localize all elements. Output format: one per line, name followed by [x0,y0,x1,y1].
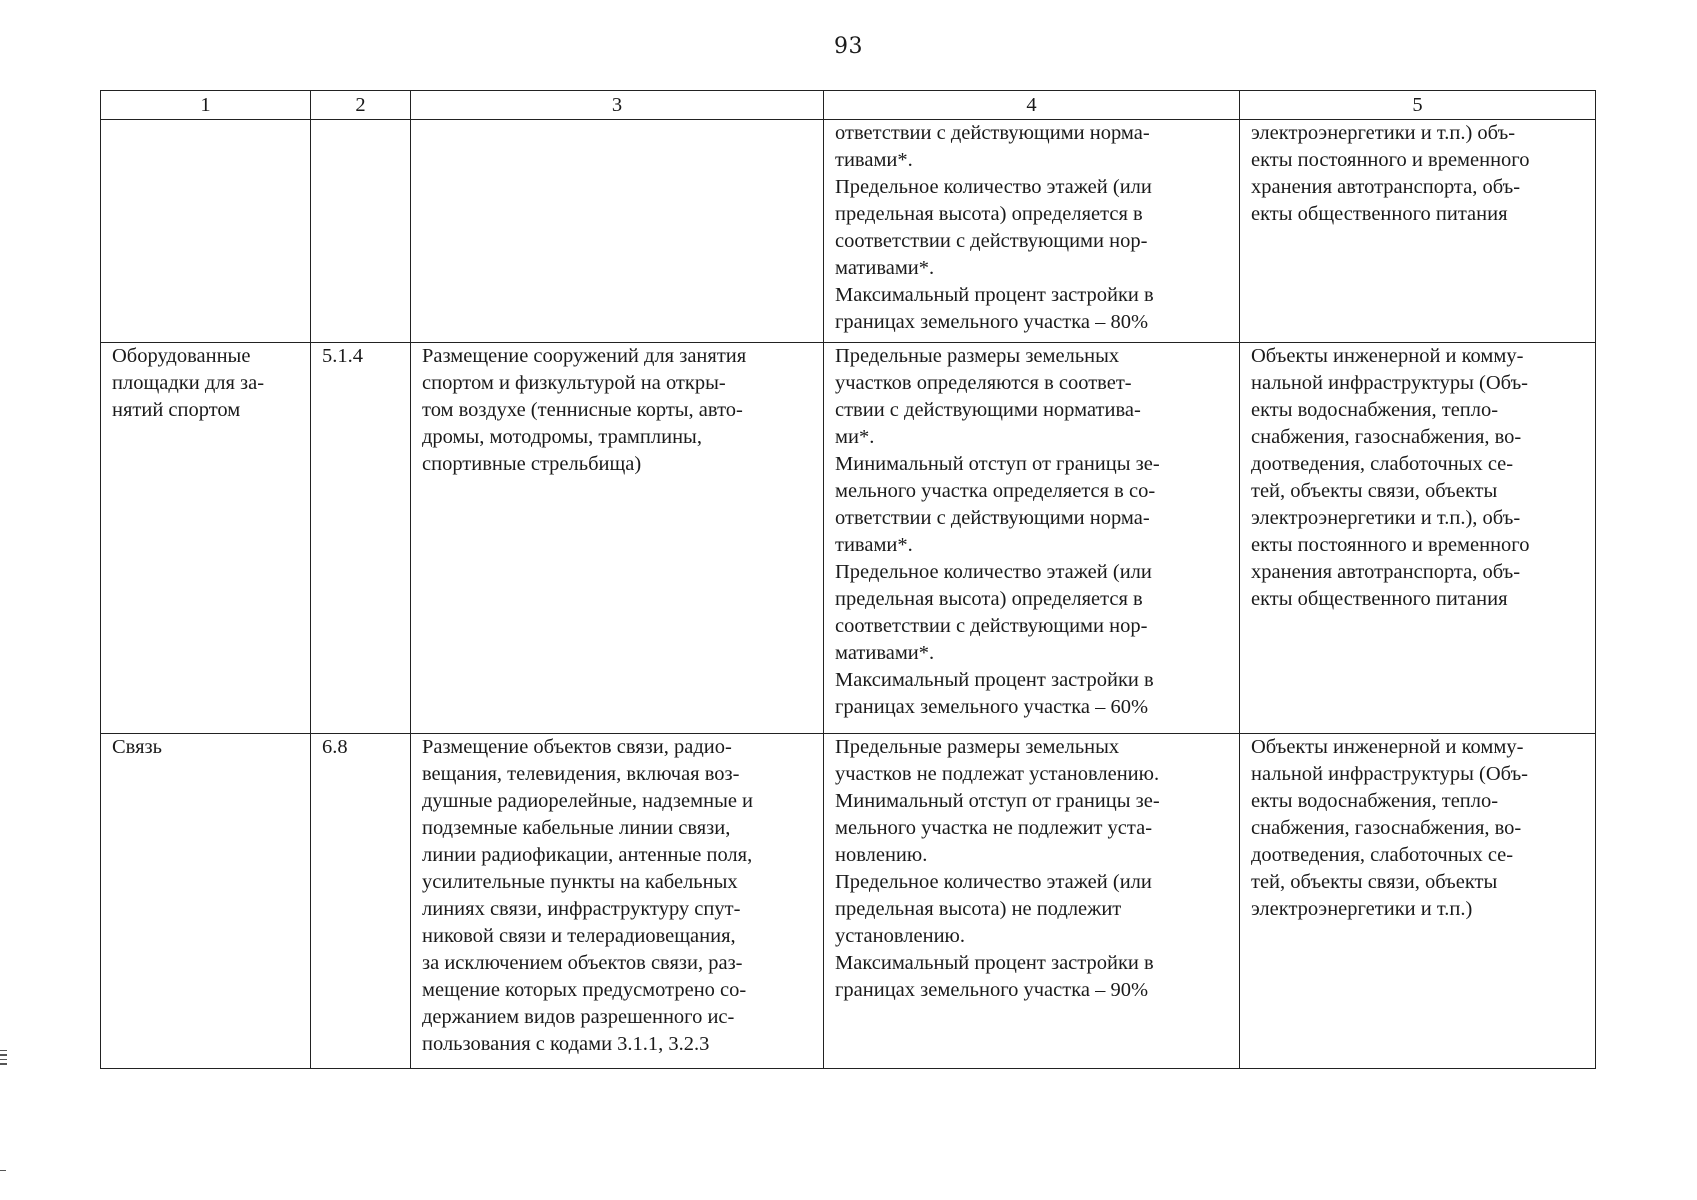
column-header-3: 3 [411,91,824,120]
auxiliary-uses-cell [1240,734,1596,1069]
use-name-cell [101,343,311,734]
auxiliary-uses: электроэнергетики и т.п.) объ- екты постоянного и временного хранения автотранспорта, объ- екты общественного питания [1251,122,1530,225]
use-parameters: Предельные размеры земельных участков определяются в соответ- ствии с действующими норматива- ми*. Минимальный отступ от границы зе- мельного участка определяется в со- ответствии с действующими норма- тивами*. Предельное количество этажей (или предельная высота) определяется в соответствии с действующими нор- мативами*. Максимальный процент застройки в границах земельного участка – 60% [835,345,1160,718]
use-description: Размещение объектов связи, радио- вещания, телевидения, включая воз- душные радиорелейные, надземные и подземные кабельные линии связи, линии радиофикации, антенные поля, усилительные пункты на кабельных линиях связи, инфраструктуру спут- никовой связи и телерадиовещания, за исключением объектов связи, раз- мещение которых предусмотрено со- держанием видов разрешенного ис- пользования с кодами 3.1.1, 3.2.3 [422,736,754,1055]
auxiliary-uses: Объекты инженерной и комму- нальной инфраструктуры (Объ- екты водоснабжения, тепло- снабжения, газоснабжения, во- доотведения, слаботочных се- тей, объекты связи, объекты электроэнергетики и т.п.) [1251,736,1529,920]
use-code-cell [311,734,411,1069]
use-parameters-cell [824,343,1240,734]
use-code-cell [311,343,411,734]
table-header-row [101,91,1596,120]
use-name: Оборудованные площадки для за- нятий спортом [112,345,265,421]
use-description-cell [411,120,824,343]
column-header-2: 2 [311,91,411,120]
use-description-cell [411,343,824,734]
use-description-cell [411,734,824,1069]
page-number: 93 [834,34,863,59]
scan-edge-mark [0,1170,6,1171]
scan-edge-marks [0,1050,8,1068]
table-row [101,343,1596,734]
use-parameters: Предельные размеры земельных участков не подлежат установлению. Минимальный отступ от границы зе- мельного участка не подлежит уста- новлению. Предельное количество этажей (или предельная высота) не подлежит установлению. Максимальный процент застройки в границах земельного участка – 90% [835,736,1160,1001]
column-header-4: 4 [824,91,1240,120]
use-parameters: ответствии с действующими норма- тивами*. Предельное количество этажей (или предельная высота) определяется в соответствии с действующими нор- мативами*. Максимальный процент застройки в границах земельного участка – 80% [835,122,1154,333]
auxiliary-uses-cell [1240,343,1596,734]
use-name: Связь [112,736,162,758]
use-name-cell [101,734,311,1069]
table-row [101,120,1596,343]
use-code-cell [311,120,411,343]
column-header-1: 1 [101,91,311,120]
use-parameters-cell [824,120,1240,343]
table-row [101,734,1596,1069]
use-parameters-cell [824,734,1240,1069]
column-header-5: 5 [1240,91,1596,120]
land-use-table [100,90,1596,1069]
use-name-cell [101,120,311,343]
use-code: 6.8 [322,736,348,758]
use-code: 5.1.4 [322,345,363,367]
use-description: Размещение сооружений для занятия спортом и физкультурой на откры- том воздухе (теннисные корты, авто- дромы, мотодромы, трамплины, спортивные стрельбища) [422,345,747,475]
auxiliary-uses: Объекты инженерной и комму- нальной инфраструктуры (Объ- екты водоснабжения, тепло- снабжения, газоснабжения, во- доотведения, слаботочных се- тей, объекты связи, объекты электроэнергетики и т.п.), объ- екты постоянного и временного хранения автотранспорта, объ- екты общественного питания [1251,345,1530,610]
auxiliary-uses-cell [1240,120,1596,343]
